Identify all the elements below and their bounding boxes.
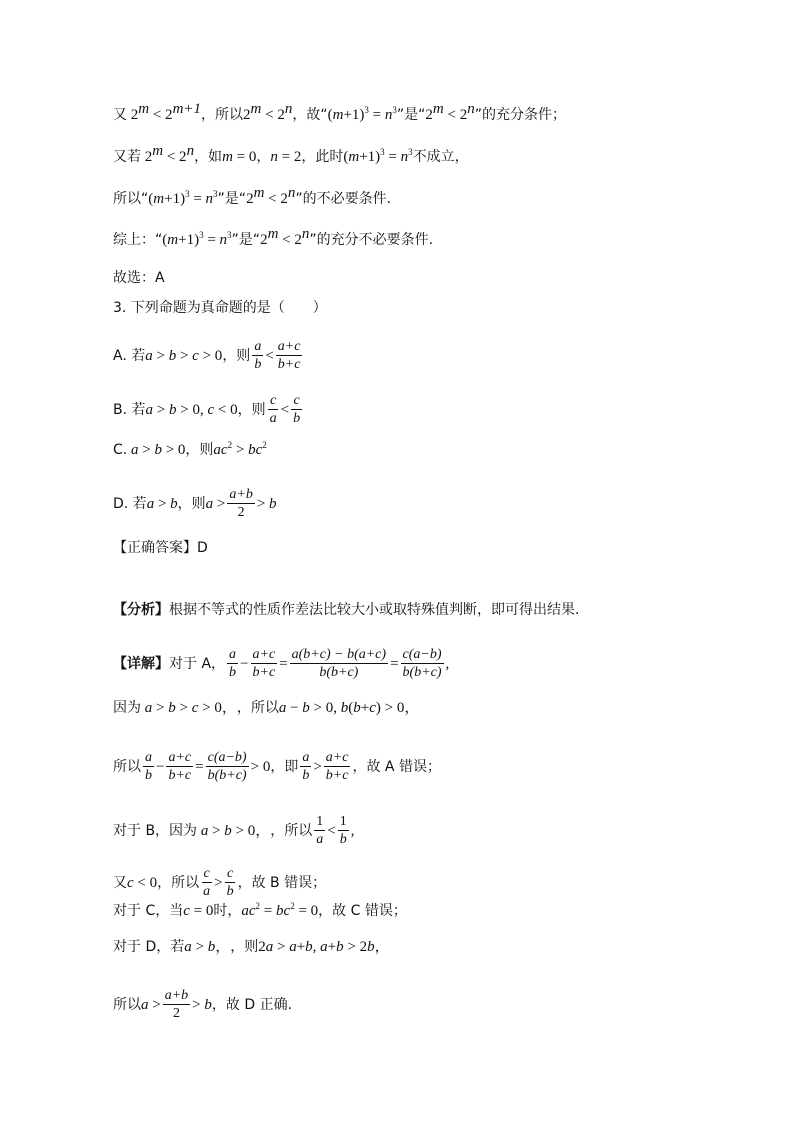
- math: c < 0: [127, 874, 158, 891]
- option-d: D. 若 a > b ，则 a > $\frac{a+b}{2}$ > b: [113, 487, 277, 520]
- fraction: $\frac{c}{a}$: [269, 393, 277, 426]
- math: n = 2: [270, 149, 302, 165]
- fraction: $\frac{1}{a}$: [316, 814, 324, 847]
- answer: 【正确答案】D: [113, 540, 208, 556]
- detail-b-2: 又 c < 0 ，所以 $\frac{c}{a}$ > $\frac{c}{b}$ ，故 B 错误；: [113, 866, 327, 899]
- fraction: $\frac{a+b}{2}$: [229, 487, 253, 520]
- math: $2^m < 2^n$: [243, 101, 293, 123]
- fraction: $\frac{c}{b}$: [293, 393, 301, 426]
- math: a > b，: [184, 939, 231, 955]
- line-2: 又若 $2^m < 2^n$ ，如 m = 0 ， n = 2 ，此时 $(m+1)^3 = n^3$ 不成立，: [113, 143, 469, 165]
- math: a > b > 0: [130, 442, 186, 458]
- math: a > b: [146, 495, 178, 512]
- fraction: $\frac{c}{b}$: [226, 866, 234, 899]
- detail-line-3: 所以 $\frac{a}{b}$ − $\frac{a+c}{b+c}$ = $\frac{c(a-b)}{b(b+c)}$ > 0 ，即 $\frac{a}{b}$ > $\frac{a+c}{b+c}$ ，故 A 错误；: [113, 750, 441, 783]
- line-4: 综上：“ $(m+1)^3 = n^3$ ”是“ $2^m < 2^n$ ”的充分不必要条件.: [113, 226, 434, 248]
- math: 2a > a+b, a+b > 2b，: [258, 939, 390, 955]
- math: $ac^2 > bc^2$: [213, 440, 267, 458]
- math: a − b > 0, b(b+c) > 0，: [278, 700, 420, 716]
- fraction: $\frac{a+c}{b+c}$: [168, 750, 192, 783]
- math: $(m+1)^3 = n^3$: [148, 189, 218, 207]
- fraction: $\frac{a}{b}$: [302, 750, 310, 783]
- math: m = 0: [222, 149, 257, 165]
- math: $2^m < 2^n$: [246, 185, 296, 207]
- option-b: B. 若 a > b > 0, c < 0 ，则 $\frac{c}{a}$ < $\frac{c}{b}$: [113, 393, 301, 426]
- line-5: 故选：A: [113, 270, 165, 286]
- math: $2^m < 2^n$: [425, 101, 475, 123]
- detail-c: 对于 C，当 c = 0 时， $ac^2 = bc^2 = 0$ ，故 C 错误；: [113, 901, 407, 919]
- detail-b: 对于 B，因为 a > b > 0， ，所以 $\frac{1}{a}$ < $\frac{1}{b}$ ,: [113, 814, 355, 847]
- math: a > b > 0, c < 0: [145, 401, 238, 418]
- fraction: $\frac{a+c}{b+c}$: [277, 339, 301, 372]
- fraction: $\frac{a+c}{b+c}$: [325, 750, 349, 783]
- math: $(m+1)^3 = n^3$: [162, 230, 232, 248]
- question-3: 3. 下列命题为真命题的是（ ）: [113, 300, 327, 316]
- line-3: 所以“ $(m+1)^3 = n^3$ ”是“ $2^m < 2^n$ ”的不必要条件.: [113, 185, 392, 207]
- math: a > b > c > 0，: [144, 700, 237, 716]
- detail-d-2: 所以 a > $\frac{a+b}{2}$ > b ，故 D 正确.: [113, 988, 293, 1021]
- fraction: $\frac{1}{b}$: [339, 814, 347, 847]
- detail-line-2: 因为 a > b > c > 0， ，所以 a − b > 0, b(b+c) > 0，: [113, 700, 420, 716]
- line-1: 又 $2^m < 2^{m+1}$ ，所以 $2^m < 2^n$ ，故“ $(m+1)^3 = n^3$ ”是“ $2^m < 2^n$ ”的充分条件；: [113, 101, 566, 123]
- math: $2^m < 2^n$: [260, 226, 310, 248]
- fraction: $\frac{a}{b}$: [145, 750, 152, 783]
- analysis: 【分析】 根据不等式的性质作差法比较大小或取特殊值判断，即可得出结果.: [113, 602, 580, 618]
- fraction: $\frac{a(b+c) - b(a+c)}{b(b+c)}$: [291, 647, 387, 680]
- math: $(m+1)^3 = n^3$: [327, 105, 397, 123]
- fraction: $\frac{a+b}{2}$: [164, 988, 189, 1021]
- math: a > b > 0，: [200, 822, 271, 839]
- fraction: $\frac{a}{b}$: [229, 647, 237, 680]
- fraction: $\frac{c}{a}$: [203, 866, 211, 899]
- fraction: $\frac{a+c}{b+c}$: [252, 647, 276, 680]
- math: a > b > c > 0: [145, 347, 223, 364]
- math: $(m+1)^3 = n^3$: [343, 147, 413, 165]
- detail-a: 【详解】 对于 A， $\frac{a}{b}$ − $\frac{a+c}{b+c}$ = $\frac{a(b+c) - b(a+c)}{b(b+c)}$ = $\frac{c(a-b)}{b(b+c)}$ ,: [113, 647, 450, 680]
- math: $ac^2 = bc^2 = 0$: [241, 901, 319, 919]
- math: c = 0: [183, 903, 214, 919]
- fraction: $\frac{c(a-b)}{b(b+c)}$: [207, 750, 247, 783]
- math: $2^m < 2^n$: [141, 143, 195, 165]
- math: $2^m < 2^{m+1}$: [127, 101, 202, 123]
- option-c: C. a > b > 0 ，则 $ac^2 > bc^2$: [113, 440, 267, 458]
- fraction: $\frac{c(a-b)}{b(b+c)}$: [402, 647, 442, 680]
- option-a: A. 若 a > b > c > 0 ，则 $\frac{a}{b}$ < $\frac{a+c}{b+c}$: [113, 339, 301, 372]
- fraction: $\frac{a}{b}$: [254, 339, 262, 372]
- detail-d: 对于 D，若 a > b， ，则 2a > a+b, a+b > 2b，: [113, 939, 390, 955]
